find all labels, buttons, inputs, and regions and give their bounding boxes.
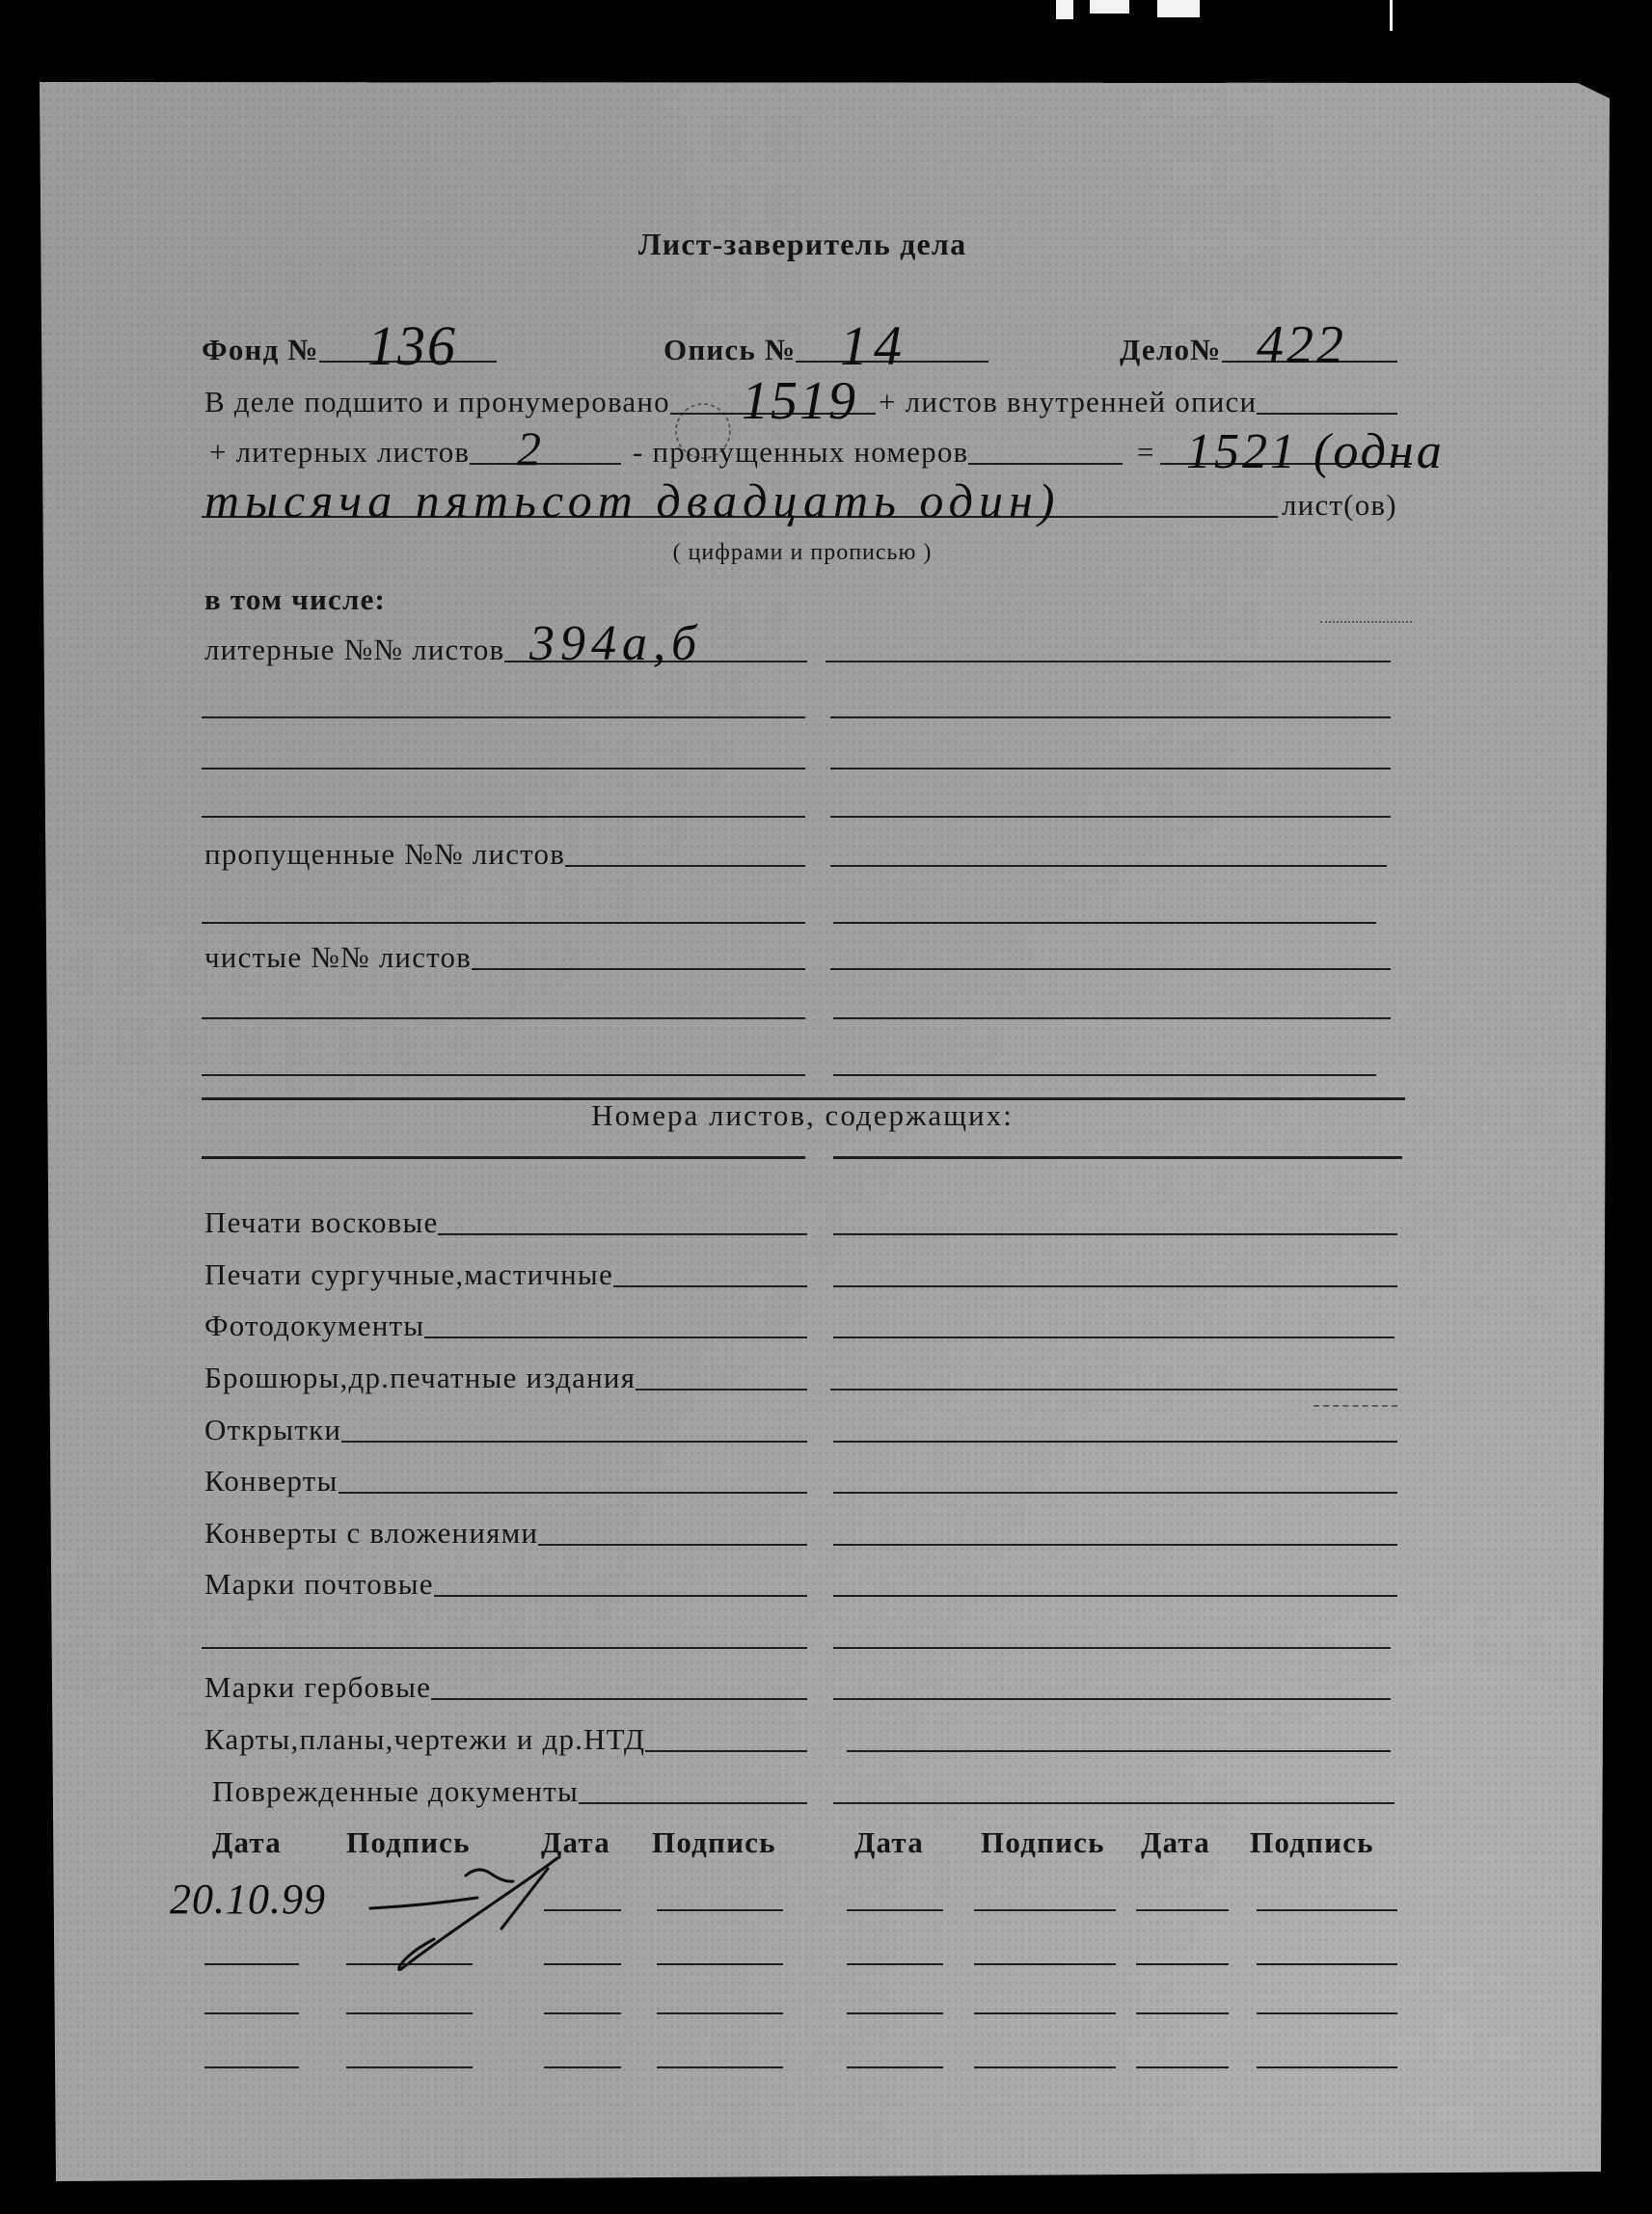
sig-line xyxy=(1136,2066,1229,2068)
blank-line-left xyxy=(202,1647,807,1649)
blank-sheets-label: чистые №№ листов xyxy=(204,940,473,974)
sheets-label: лист(ов) xyxy=(1282,488,1397,522)
sig-header-date: Дата xyxy=(1141,1825,1210,1859)
contents-item-line-right xyxy=(830,1389,1397,1390)
opis-label: Опись № xyxy=(664,333,797,366)
contents-item-line-right xyxy=(847,1750,1391,1752)
contents-item-line-right xyxy=(833,1544,1397,1546)
sig-line xyxy=(1257,1909,1397,1911)
lettered-sheets-line-right xyxy=(826,661,1391,662)
contents-item-wax-seals xyxy=(204,1205,807,1239)
delo-label: Дело№ xyxy=(1120,333,1222,366)
blank-sheets-line xyxy=(472,968,805,970)
lettered-sheets-handwritten: 394а,б xyxy=(529,616,703,671)
opis-value-handwritten: 14 xyxy=(840,314,907,377)
contents-item-line-right xyxy=(833,1336,1395,1338)
contents-item-label: Марки почтовые xyxy=(204,1567,434,1601)
sig-line xyxy=(974,1909,1116,1911)
total-value-handwritten: 1521 (одна xyxy=(1186,424,1445,479)
sig-line xyxy=(657,2012,783,2014)
contents-item-label: Поврежденные документы xyxy=(212,1774,579,1808)
sig-line xyxy=(847,2066,943,2068)
sewn-label: В деле подшито и пронумеровано xyxy=(204,385,670,418)
sig-line xyxy=(204,2066,299,2068)
missing-sheets-line-right xyxy=(830,865,1387,867)
missing-count-label: - пропущенных номеров xyxy=(633,435,969,469)
sig-line xyxy=(346,2066,473,2068)
contents-item-line xyxy=(438,1233,807,1235)
sig-line xyxy=(847,2012,943,2014)
delo-value-handwritten: 422 xyxy=(1257,315,1346,375)
sig-line xyxy=(1136,2012,1229,2014)
sig-header-signature: Подпись xyxy=(1250,1825,1374,1859)
sig-header-date: Дата xyxy=(541,1825,610,1859)
lettered-sheets-label: литерные №№ листов xyxy=(204,633,505,666)
sig-line xyxy=(847,1963,943,1965)
sig-header-signature: Подпись xyxy=(981,1825,1105,1859)
contents-item-line xyxy=(431,1698,807,1700)
sig-line xyxy=(1257,2012,1397,2014)
sig-line xyxy=(657,1909,783,1911)
blank-line-left xyxy=(202,716,805,718)
fond-value-handwritten: 136 xyxy=(367,314,457,377)
sig-line xyxy=(1136,1963,1229,1965)
contents-item-line xyxy=(636,1389,807,1390)
contents-item-brochures xyxy=(204,1361,807,1394)
sig-line xyxy=(974,2012,1116,2014)
contents-item-revenue-stamps xyxy=(204,1670,807,1704)
scan-edge-mark xyxy=(1390,0,1393,31)
contents-item-damaged-documents xyxy=(212,1774,807,1808)
contents-item-label: Фотодокументы xyxy=(204,1309,425,1342)
sig-line xyxy=(1257,1963,1397,1965)
digits-and-words-hint: ( цифрами и прописью ) xyxy=(672,540,933,565)
inner-inventory-line xyxy=(1257,413,1397,415)
equals-sign: = xyxy=(1137,435,1155,469)
sig-line xyxy=(204,2012,299,2014)
scan-edge-mark xyxy=(1056,0,1073,19)
contents-item-photos xyxy=(204,1311,807,1340)
missing-count-line xyxy=(968,463,1123,465)
lettered-count-field xyxy=(209,435,621,469)
blank-line-left xyxy=(202,768,805,770)
sig-line xyxy=(544,2012,621,2014)
contents-item-postage-stamps xyxy=(204,1567,807,1601)
contents-heading: Номера листов, содержащих: xyxy=(591,1098,1014,1132)
blank-line-right xyxy=(833,1017,1391,1019)
page-title: Лист-заверитель дела xyxy=(637,227,967,261)
scan-dash-mark xyxy=(1320,621,1412,623)
contents-item-line-right xyxy=(833,1233,1397,1235)
contents-item-line xyxy=(434,1595,807,1597)
sig-line xyxy=(346,2012,473,2014)
blank-sheets-line-right xyxy=(830,968,1391,970)
contents-item-line-right xyxy=(833,1802,1395,1804)
blank-line-right xyxy=(833,1647,1391,1649)
blank-line-right xyxy=(833,1074,1376,1076)
sig-line xyxy=(204,1963,299,1965)
blank-line-left xyxy=(202,1074,805,1076)
lettered-count-line xyxy=(470,463,621,465)
section-rule-bottom-left xyxy=(202,1156,805,1159)
contents-item-sealing-wax xyxy=(204,1257,807,1291)
lettered-count-handwritten: 2 xyxy=(517,421,541,475)
contents-item-envelopes-with-enclosures xyxy=(204,1516,807,1550)
contents-item-label: Открытки xyxy=(204,1413,342,1446)
contents-item-line-right xyxy=(833,1441,1397,1443)
contents-item-envelopes xyxy=(204,1464,807,1498)
blank-line-left xyxy=(202,922,805,924)
contents-item-line xyxy=(579,1802,807,1804)
contents-item-line xyxy=(538,1544,807,1546)
inner-inventory-field xyxy=(879,385,1397,418)
contents-item-line-right xyxy=(833,1698,1391,1700)
contents-item-label: Печати сургучные,мастичные xyxy=(204,1257,613,1291)
contents-item-label: Брошюры,др.печатные издания xyxy=(204,1361,636,1394)
sig-header-signature: Подпись xyxy=(346,1825,471,1859)
contents-item-line xyxy=(613,1285,807,1287)
section-rule-bottom-right xyxy=(833,1156,1402,1159)
sig-line xyxy=(657,2066,783,2068)
inner-inventory-label: + листов внутренней описи xyxy=(879,385,1258,418)
contents-item-label: Марки гербовые xyxy=(204,1670,432,1704)
contents-item-line xyxy=(339,1492,807,1494)
contents-item-line-right xyxy=(833,1492,1397,1494)
entry-date-handwritten: 20.10.99 xyxy=(170,1876,326,1923)
contents-item-line-right xyxy=(833,1285,1397,1287)
scan-edge-mark xyxy=(1157,0,1200,17)
missing-count-field xyxy=(633,435,1123,469)
blank-line-left xyxy=(202,816,805,818)
sig-line xyxy=(657,1963,783,1965)
blank-line-right xyxy=(830,768,1391,770)
contents-item-label: Конверты xyxy=(204,1464,339,1498)
contents-item-label: Печати восковые xyxy=(204,1205,439,1239)
contents-item-postcards xyxy=(204,1413,807,1446)
blank-line-right xyxy=(830,716,1391,718)
contents-item-label: Карты,планы,чертежи и др.НТД xyxy=(204,1722,646,1756)
contents-item-line xyxy=(341,1441,807,1443)
blank-line-right xyxy=(830,816,1391,818)
sig-line xyxy=(1257,2066,1397,2068)
scan-dash-mark xyxy=(1313,1405,1397,1407)
sewn-value-handwritten: 1519 xyxy=(742,371,857,431)
total-words-handwritten: тысяча пятьсот двадцать один) xyxy=(204,473,1061,527)
missing-sheets-label: пропущенные №№ листов xyxy=(204,837,566,871)
sig-line xyxy=(847,1909,943,1911)
lettered-sheets-field xyxy=(204,635,807,664)
signature xyxy=(357,1850,579,1980)
sig-header-date: Дата xyxy=(854,1825,924,1859)
sig-line xyxy=(1136,1909,1229,1911)
blank-line-right xyxy=(833,922,1376,924)
missing-sheets-line xyxy=(565,865,805,867)
blank-sheets-field xyxy=(204,940,805,974)
sig-line xyxy=(974,1963,1116,1965)
scan-edge-mark xyxy=(1090,0,1129,14)
including-heading: в том числе: xyxy=(204,582,387,616)
contents-item-line xyxy=(424,1336,807,1338)
blank-line-left xyxy=(202,1017,805,1019)
contents-item-line xyxy=(645,1750,807,1752)
contents-item-maps-plans xyxy=(204,1722,807,1756)
sig-header-date: Дата xyxy=(212,1825,282,1859)
sig-line xyxy=(974,2066,1116,2068)
lettered-count-label: + литерных листов xyxy=(209,435,471,469)
contents-item-line-right xyxy=(833,1595,1397,1597)
missing-sheets-field xyxy=(204,837,805,871)
sig-header-signature: Подпись xyxy=(652,1825,776,1859)
sig-line xyxy=(544,2066,621,2068)
contents-item-label: Конверты с вложениями xyxy=(204,1516,539,1550)
fond-label: Фонд № xyxy=(202,333,319,366)
